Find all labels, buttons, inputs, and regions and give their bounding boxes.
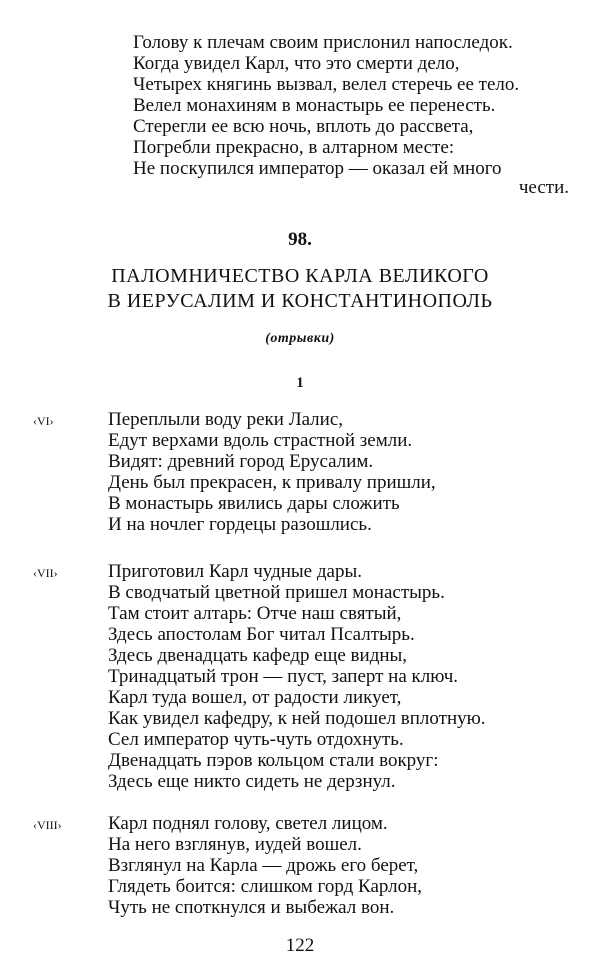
verse-line: Чуть не споткнулся и выбежал вон.: [108, 897, 395, 918]
verse-line: Погребли прекрасно, в алтарном месте:: [133, 137, 455, 158]
stanza-mark: ‹VIII›: [33, 818, 62, 832]
poem-title-line-1: ПАЛОМНИЧЕСТВО КАРЛА ВЕЛИКОГО: [111, 265, 489, 287]
verse-line: Когда увидел Карл, что это смерти дело,: [133, 53, 460, 74]
verse-line: Здесь двенадцать кафедр еще видны,: [108, 645, 408, 666]
part-number: 1: [296, 375, 304, 391]
verse-line: Не поскупился император — оказал ей много: [133, 158, 502, 179]
verse-line: Велел монахиням в монастырь ее перенесть.: [133, 95, 496, 116]
verse-line: На него взглянув, иудей вошел.: [108, 834, 362, 855]
verse-line: Взглянул на Карла — дрожь его берет,: [108, 855, 419, 876]
verse-line: В монастырь явились дары сложить: [108, 493, 400, 514]
verse-line: Как увидел кафедру, к ней подошел вплотную.: [108, 708, 486, 729]
verse-line: Карл поднял голову, светел лицом.: [108, 813, 388, 834]
verse-line: Тринадцатый трон — пуст, заперт на ключ.: [108, 666, 459, 687]
verse-line: Едут верхами вдоль страстной земли.: [108, 430, 413, 451]
verse-line: Стерегли ее всю ночь, вплоть до рассвета,: [133, 116, 474, 137]
verse-line: Сел император чуть-чуть отдохнуть.: [108, 729, 404, 750]
verse-line: Голову к плечам своим прислонил напоследок.: [133, 32, 513, 53]
poem-subtitle: (отрывки): [265, 331, 335, 346]
stanza-mark: ‹VII›: [33, 566, 58, 580]
poem-number: 98.: [288, 229, 312, 250]
verse-line: Здесь еще никто сидеть не дерзнул.: [108, 771, 396, 792]
verse-line: Переплыли воду реки Лалис,: [108, 409, 344, 430]
page-number: 122: [285, 935, 315, 956]
verse-line: В сводчатый цветной пришел монастырь.: [108, 582, 445, 603]
verse-line-continuation: чести.: [518, 177, 569, 198]
verse-line: Здесь апостолам Бог читал Псалтырь.: [108, 624, 415, 645]
verse-line: Приготовил Карл чудные дары.: [108, 561, 362, 582]
verse-line: Видят: древний город Ерусалим.: [108, 451, 374, 472]
verse-line: Там стоит алтарь: Отче наш святый,: [108, 603, 402, 624]
verse-line: Двенадцать пэров кольцом стали вокруг:: [108, 750, 439, 771]
stanza-mark: ‹VI›: [33, 414, 54, 428]
verse-line: Глядеть боится: слишком горд Карлон,: [108, 876, 423, 897]
verse-line: Четырех княгинь вызвал, велел стеречь ее тело.: [133, 74, 520, 95]
verse-line: Карл туда вошел, от радости ликует,: [108, 687, 402, 708]
verse-line: И на ночлег гордецы разошлись.: [108, 514, 372, 535]
verse-line: День был прекрасен, к привалу пришли,: [108, 472, 436, 493]
poem-title-line-2: В ИЕРУСАЛИМ И КОНСТАНТИНОПОЛЬ: [107, 290, 493, 312]
